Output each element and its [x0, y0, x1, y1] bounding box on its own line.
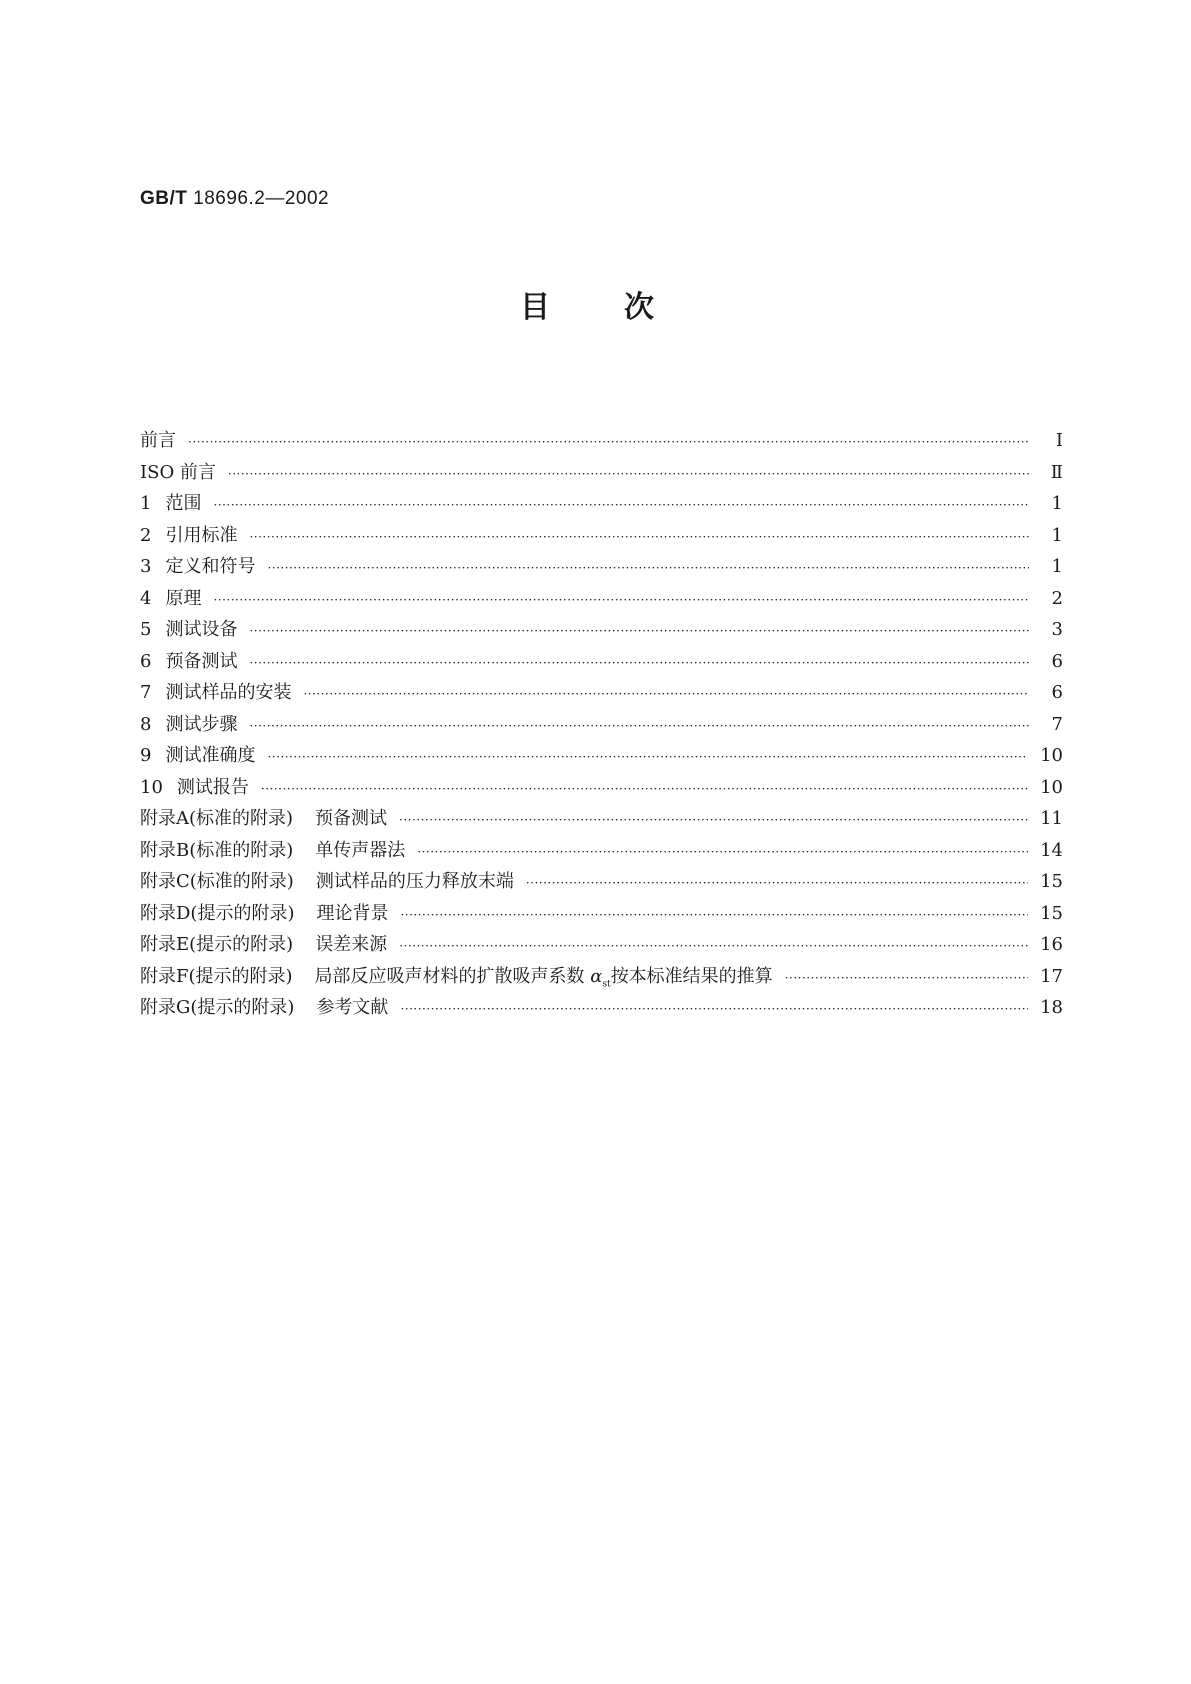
toc-entry-title: 预备测试 [315, 808, 388, 829]
dot-leader [400, 908, 1028, 922]
toc-entry-page: 2 [1051, 587, 1063, 609]
toc-entry-appendix-b[interactable] [140, 836, 1063, 868]
toc-entry-page: 15 [1040, 902, 1063, 924]
toc-entry-page: 10 [1040, 745, 1063, 766]
toc-entry-page: Ⅰ [1055, 430, 1063, 451]
toc-entry-page: 1 [1051, 493, 1063, 514]
toc-entry-page: 1 [1051, 556, 1063, 577]
dot-leader [417, 845, 1028, 859]
dot-leader [261, 782, 1028, 796]
standard-prefix: GB/T [140, 188, 188, 209]
dot-leader [267, 750, 1028, 764]
toc-entry-10[interactable] [140, 773, 1063, 805]
toc-entry-page: 10 [1040, 776, 1063, 798]
toc-entry-2[interactable] [140, 521, 1063, 553]
toc-entry-5[interactable] [140, 615, 1063, 647]
toc-appendix-label: 附录D(提示的附录) [140, 902, 295, 924]
toc-entry-title-pre: 局部反应吸声材料的扩散吸声系数 [314, 965, 585, 987]
dot-leader [785, 971, 1028, 985]
dot-leader [188, 435, 1029, 449]
toc-entry-title: 测试样品的安装 [165, 682, 292, 703]
toc-entry-page: 3 [1051, 619, 1063, 640]
dot-leader [526, 876, 1028, 890]
toc-entry-4[interactable] [140, 584, 1063, 616]
toc-appendix-label: 附录E(提示的附录) [140, 934, 294, 955]
toc-entry-appendix-g[interactable] [140, 993, 1063, 1025]
toc-entry-title: 预备测试 [165, 650, 238, 672]
toc-entry-number: 7 [140, 682, 152, 703]
toc-entry-appendix-d[interactable] [140, 899, 1063, 931]
toc-entry-7[interactable] [140, 678, 1063, 710]
toc-entry-appendix-c[interactable] [140, 867, 1063, 899]
toc-entry-number: 9 [140, 745, 152, 766]
dot-leader [249, 656, 1029, 670]
toc-entry-title: 引用标准 [165, 524, 238, 546]
toc-entry-page: 1 [1051, 524, 1063, 546]
toc-heading: 目次 [520, 290, 728, 325]
toc-entry-page: 15 [1040, 871, 1063, 892]
toc-appendix-label: 附录F(提示的附录) [140, 965, 293, 987]
alpha-subscript: st [602, 979, 611, 990]
dot-leader [399, 813, 1028, 827]
toc-entry-number: 5 [140, 619, 152, 640]
toc-entry-title: 前言 [140, 430, 176, 451]
dot-leader [400, 1002, 1028, 1016]
toc-entry-page: 17 [1040, 965, 1063, 987]
toc-entry-title: 参考文献 [316, 997, 389, 1018]
toc-entry-number: 4 [140, 587, 152, 609]
toc-entry-title: 定义和符号 [165, 556, 256, 577]
table-of-contents [140, 426, 1063, 1025]
toc-entry-appendix-a[interactable] [140, 804, 1063, 836]
toc-appendix-label: 附录C(标准的附录) [140, 871, 294, 892]
toc-entry-page: Ⅱ [1050, 461, 1063, 483]
toc-entry-number: 1 [140, 493, 152, 514]
toc-entry-iso-foreword[interactable] [140, 458, 1063, 490]
standard-number [140, 188, 329, 210]
toc-entry-page: 6 [1051, 650, 1063, 672]
toc-entry-number: 6 [140, 650, 152, 672]
toc-entry-title: ISO 前言 [140, 461, 216, 483]
dot-leader [213, 498, 1029, 512]
toc-entry-title: 原理 [165, 587, 202, 609]
toc-entry-appendix-f[interactable] [140, 962, 1063, 994]
toc-appendix-label: 附录A(标准的附录) [140, 808, 294, 829]
toc-entry-page: 11 [1040, 808, 1063, 829]
toc-entry-number: 2 [140, 524, 152, 546]
dot-leader [213, 593, 1029, 607]
toc-entry-page: 7 [1051, 713, 1063, 735]
toc-entry-title: 范围 [165, 493, 202, 514]
toc-appendix-label: 附录B(标准的附录) [140, 839, 294, 861]
toc-entry-appendix-e[interactable] [140, 930, 1063, 962]
toc-entry-page: 18 [1040, 997, 1063, 1018]
toc-entry-foreword[interactable] [140, 426, 1063, 458]
toc-entry-page: 6 [1051, 682, 1063, 703]
toc-entry-number: 10 [140, 776, 163, 798]
toc-entry-title [315, 962, 773, 990]
toc-entry-6[interactable] [140, 647, 1063, 679]
toc-entry-title: 单传声器法 [315, 839, 406, 861]
toc-entry-title: 测试报告 [176, 776, 249, 798]
toc-entry-title: 测试样品的压力释放末端 [315, 871, 514, 892]
toc-entry-title: 理论背景 [316, 902, 389, 924]
dot-leader [303, 687, 1029, 701]
toc-appendix-label: 附录G(提示的附录) [140, 997, 295, 1018]
toc-entry-title: 误差来源 [315, 934, 388, 955]
alpha-symbol [590, 965, 611, 990]
toc-entry-number: 8 [140, 713, 152, 735]
dot-leader [249, 624, 1029, 638]
dot-leader [249, 719, 1029, 733]
toc-entry-title-post: 按本标准结果的推算 [610, 965, 773, 987]
toc-entry-page: 16 [1040, 934, 1063, 955]
standard-code: 18696.2—2002 [187, 188, 330, 209]
dot-leader [228, 467, 1029, 481]
alpha-letter: α [590, 965, 603, 987]
toc-entry-title: 测试步骤 [165, 713, 238, 735]
dot-leader [249, 530, 1029, 544]
toc-entry-number: 3 [140, 556, 152, 577]
toc-entry-title: 测试设备 [165, 619, 238, 640]
toc-entry-1[interactable] [140, 489, 1063, 521]
toc-entry-9[interactable] [140, 741, 1063, 773]
dot-leader [267, 561, 1029, 575]
toc-entry-8[interactable] [140, 710, 1063, 742]
toc-entry-3[interactable] [140, 552, 1063, 584]
toc-entry-page: 14 [1040, 839, 1063, 861]
dot-leader [399, 939, 1028, 953]
toc-entry-title: 测试准确度 [165, 745, 256, 766]
